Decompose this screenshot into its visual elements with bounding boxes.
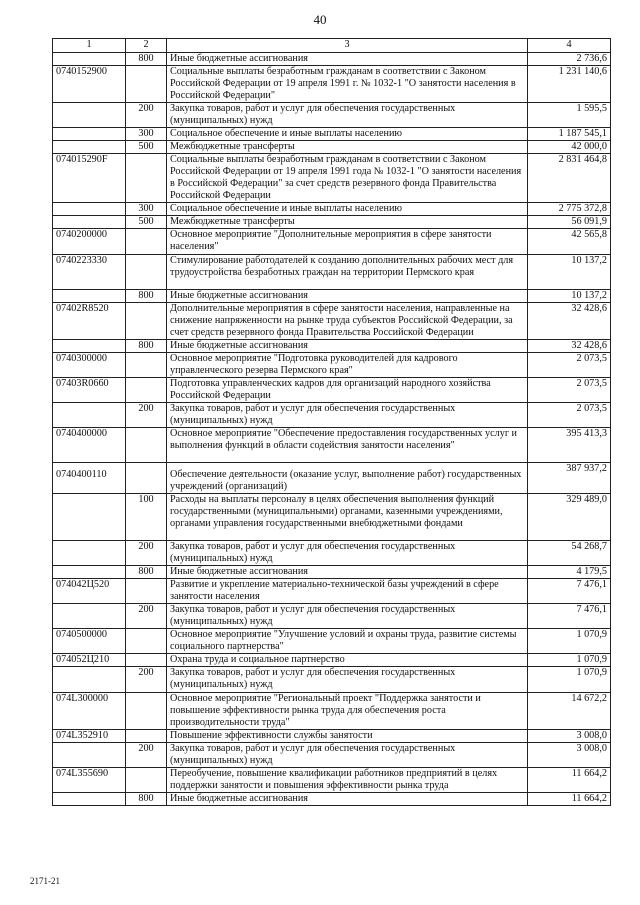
cell-kvr bbox=[126, 629, 167, 654]
cell-name: Социальное обеспечение и иные выплаты населению bbox=[167, 203, 528, 216]
cell-code bbox=[53, 53, 126, 66]
cell-name: Подготовка управленческих кадров для организаций народного хозяйства Российской Федерации bbox=[167, 377, 528, 402]
cell-name: Иные бюджетные ассигнования bbox=[167, 792, 528, 805]
cell-kvr bbox=[126, 377, 167, 402]
cell-code bbox=[53, 667, 126, 692]
cell-sum: 387 937,2 bbox=[528, 462, 611, 493]
table-row bbox=[53, 53, 611, 66]
cell-kvr bbox=[126, 462, 167, 493]
table-row bbox=[53, 402, 611, 427]
table-row bbox=[53, 579, 611, 604]
cell-sum: 42 565,8 bbox=[528, 229, 611, 254]
cell-kvr: 800 bbox=[126, 339, 167, 352]
cell-sum: 7 476,1 bbox=[528, 604, 611, 629]
cell-code bbox=[53, 402, 126, 427]
cell-name: Закупка товаров, работ и услуг для обеспечения государственных (муниципальных) нужд bbox=[167, 103, 528, 128]
cell-code: 074L300000 bbox=[53, 692, 126, 729]
cell-sum: 3 008,0 bbox=[528, 742, 611, 767]
cell-name: Основное мероприятие "Подготовка руководителей для кадрового управленческого резерва Пермского края" bbox=[167, 352, 528, 377]
cell-kvr bbox=[126, 692, 167, 729]
cell-code bbox=[53, 541, 126, 566]
cell-kvr bbox=[126, 427, 167, 462]
cell-code bbox=[53, 742, 126, 767]
cell-kvr bbox=[126, 352, 167, 377]
cell-kvr: 200 bbox=[126, 742, 167, 767]
cell-kvr bbox=[126, 229, 167, 254]
table-row bbox=[53, 289, 611, 302]
cell-code bbox=[53, 792, 126, 805]
cell-sum: 1 070,9 bbox=[528, 654, 611, 667]
table-row bbox=[53, 352, 611, 377]
cell-kvr: 200 bbox=[126, 541, 167, 566]
cell-kvr: 800 bbox=[126, 792, 167, 805]
cell-name: Обеспечение деятельности (оказание услуг, выполнение работ) государственных учреждений (организаций) bbox=[167, 462, 528, 493]
cell-code: 07403R0660 bbox=[53, 377, 126, 402]
cell-code: 0740400000 bbox=[53, 427, 126, 462]
cell-kvr bbox=[126, 767, 167, 792]
cell-code: 0740152900 bbox=[53, 66, 126, 103]
table-row bbox=[53, 377, 611, 402]
cell-code bbox=[53, 141, 126, 154]
cell-sum: 2 775 372,8 bbox=[528, 203, 611, 216]
table-row bbox=[53, 566, 611, 579]
header-cell-name-col: 3 bbox=[167, 39, 528, 53]
table-header-row bbox=[53, 39, 611, 53]
table-row bbox=[53, 203, 611, 216]
cell-kvr: 100 bbox=[126, 494, 167, 541]
budget-table bbox=[52, 38, 611, 806]
cell-name: Основное мероприятие "Дополнительные мероприятия в сфере занятости населения" bbox=[167, 229, 528, 254]
cell-name: Охрана труда и социальное партнерство bbox=[167, 654, 528, 667]
cell-sum: 2 073,5 bbox=[528, 377, 611, 402]
cell-code bbox=[53, 289, 126, 302]
cell-name: Закупка товаров, работ и услуг для обеспечения государственных (муниципальных) нужд bbox=[167, 742, 528, 767]
cell-sum: 329 489,0 bbox=[528, 494, 611, 541]
cell-code bbox=[53, 604, 126, 629]
table-row bbox=[53, 462, 611, 493]
cell-sum: 14 672,2 bbox=[528, 692, 611, 729]
cell-kvr: 200 bbox=[126, 103, 167, 128]
cell-name: Стимулирование работодателей к созданию дополнительных рабочих мест для трудоустройства безработных граждан на территории Пермского края bbox=[167, 254, 528, 289]
cell-name: Иные бюджетные ассигнования bbox=[167, 566, 528, 579]
cell-name: Дополнительные мероприятия в сфере занятости населения, направленные на снижение напряженности на рынке труда субъектов Российской Федерации, за счет средств резервного фонда Правительства Российской Федерации bbox=[167, 302, 528, 339]
cell-code bbox=[53, 103, 126, 128]
cell-name: Социальное обеспечение и иные выплаты населению bbox=[167, 128, 528, 141]
cell-sum: 2 736,6 bbox=[528, 53, 611, 66]
cell-sum: 1 187 545,1 bbox=[528, 128, 611, 141]
table-row bbox=[53, 742, 611, 767]
cell-name: Основное мероприятие "Обеспечение предоставления государственных услуг и выполнения функций в области содействия занятости населения" bbox=[167, 427, 528, 462]
cell-sum: 11 664,2 bbox=[528, 792, 611, 805]
cell-name: Межбюджетные трансферты bbox=[167, 141, 528, 154]
table-row bbox=[53, 729, 611, 742]
table-row bbox=[53, 792, 611, 805]
table-row bbox=[53, 339, 611, 352]
table-row bbox=[53, 427, 611, 462]
cell-kvr: 200 bbox=[126, 402, 167, 427]
cell-kvr: 500 bbox=[126, 141, 167, 154]
cell-name: Межбюджетные трансферты bbox=[167, 216, 528, 229]
cell-name: Социальные выплаты безработным гражданам в соответствии с Законом Российской Федерации от 19 апреля 1991 г. № 1032-1 "О занятости населения в Российской Федерации" bbox=[167, 66, 528, 103]
page-number: 40 bbox=[313, 12, 327, 27]
cell-name: Развитие и укрепление материально-технической базы учреждений в сфере занятости населения bbox=[167, 579, 528, 604]
cell-code: 074042Ц520 bbox=[53, 579, 126, 604]
table-row bbox=[53, 629, 611, 654]
table-row bbox=[53, 229, 611, 254]
cell-code: 074052Ц210 bbox=[53, 654, 126, 667]
cell-kvr: 800 bbox=[126, 53, 167, 66]
cell-kvr bbox=[126, 302, 167, 339]
cell-sum: 10 137,2 bbox=[528, 254, 611, 289]
table-row bbox=[53, 667, 611, 692]
table-row bbox=[53, 604, 611, 629]
cell-name: Иные бюджетные ассигнования bbox=[167, 339, 528, 352]
cell-kvr bbox=[126, 729, 167, 742]
header-cell-code-col: 1 bbox=[53, 39, 126, 53]
cell-code bbox=[53, 566, 126, 579]
table-row bbox=[53, 541, 611, 566]
table-row bbox=[53, 767, 611, 792]
cell-name: Иные бюджетные ассигнования bbox=[167, 289, 528, 302]
cell-name: Закупка товаров, работ и услуг для обеспечения государственных (муниципальных) нужд bbox=[167, 604, 528, 629]
table-row bbox=[53, 216, 611, 229]
cell-sum: 54 268,7 bbox=[528, 541, 611, 566]
cell-sum: 1 595,5 bbox=[528, 103, 611, 128]
cell-sum: 32 428,6 bbox=[528, 339, 611, 352]
table-row bbox=[53, 254, 611, 289]
cell-code: 074015290F bbox=[53, 154, 126, 203]
table-row bbox=[53, 494, 611, 541]
header-cell-sum-col: 4 bbox=[528, 39, 611, 53]
cell-code: 0740200000 bbox=[53, 229, 126, 254]
cell-sum: 1 070,9 bbox=[528, 629, 611, 654]
table-row bbox=[53, 141, 611, 154]
cell-kvr bbox=[126, 254, 167, 289]
cell-code: 07402R8520 bbox=[53, 302, 126, 339]
cell-kvr: 200 bbox=[126, 667, 167, 692]
cell-code: 0740400110 bbox=[53, 462, 126, 493]
cell-kvr: 300 bbox=[126, 128, 167, 141]
cell-kvr: 500 bbox=[126, 216, 167, 229]
cell-sum: 1 231 140,6 bbox=[528, 66, 611, 103]
cell-code: 0740223330 bbox=[53, 254, 126, 289]
table-row bbox=[53, 302, 611, 339]
cell-sum: 2 831 464,8 bbox=[528, 154, 611, 203]
cell-name: Закупка товаров, работ и услуг для обеспечения государственных (муниципальных) нужд bbox=[167, 667, 528, 692]
cell-name: Закупка товаров, работ и услуг для обеспечения государственных (муниципальных) нужд bbox=[167, 402, 528, 427]
cell-sum: 42 000,0 bbox=[528, 141, 611, 154]
cell-code bbox=[53, 216, 126, 229]
cell-sum: 4 179,5 bbox=[528, 566, 611, 579]
cell-name: Закупка товаров, работ и услуг для обеспечения государственных (муниципальных) нужд bbox=[167, 541, 528, 566]
cell-sum: 56 091,9 bbox=[528, 216, 611, 229]
cell-name: Иные бюджетные ассигнования bbox=[167, 53, 528, 66]
cell-sum: 1 070,9 bbox=[528, 667, 611, 692]
cell-name: Основное мероприятие "Улучшение условий и охраны труда, развитие системы социального партнерства" bbox=[167, 629, 528, 654]
cell-name: Переобучение, повышение квалификации работников предприятий в целях поддержки занятости и повышения эффективности рынка труда bbox=[167, 767, 528, 792]
table-row bbox=[53, 654, 611, 667]
cell-code: 074L355690 bbox=[53, 767, 126, 792]
table-row bbox=[53, 66, 611, 103]
cell-name: Основное мероприятие "Региональный проект "Поддержка занятости и повышение эффективности рынка труда для обеспечения роста производительности труда" bbox=[167, 692, 528, 729]
cell-sum: 395 413,3 bbox=[528, 427, 611, 462]
cell-sum: 32 428,6 bbox=[528, 302, 611, 339]
cell-sum: 2 073,5 bbox=[528, 402, 611, 427]
cell-sum: 11 664,2 bbox=[528, 767, 611, 792]
document-footer-code: 2171-21 bbox=[30, 876, 60, 886]
header-cell-kvr-col: 2 bbox=[126, 39, 167, 53]
cell-sum: 3 008,0 bbox=[528, 729, 611, 742]
table-row bbox=[53, 128, 611, 141]
cell-kvr bbox=[126, 579, 167, 604]
cell-sum: 10 137,2 bbox=[528, 289, 611, 302]
cell-kvr bbox=[126, 66, 167, 103]
cell-code bbox=[53, 203, 126, 216]
cell-code bbox=[53, 128, 126, 141]
cell-code: 074L352910 bbox=[53, 729, 126, 742]
cell-kvr: 800 bbox=[126, 289, 167, 302]
cell-kvr bbox=[126, 654, 167, 667]
table-row bbox=[53, 103, 611, 128]
cell-name: Повышение эффективности службы занятости bbox=[167, 729, 528, 742]
cell-name: Расходы на выплаты персоналу в целях обеспечения выполнения функций государственными (муниципальными) органами, казенными учреждениями, органами управления государственными внебюджетными фондами bbox=[167, 494, 528, 541]
table-row bbox=[53, 692, 611, 729]
cell-kvr: 800 bbox=[126, 566, 167, 579]
cell-code bbox=[53, 339, 126, 352]
cell-kvr: 200 bbox=[126, 604, 167, 629]
table-row bbox=[53, 154, 611, 203]
cell-code: 0740300000 bbox=[53, 352, 126, 377]
cell-code: 0740500000 bbox=[53, 629, 126, 654]
cell-sum: 2 073,5 bbox=[528, 352, 611, 377]
cell-name: Социальные выплаты безработным гражданам в соответствии с Законом Российской Федерации от 19 апреля 1991 года № 1032-1 "О занятости населения в Российской Федерации" за счет средств резервного фонда Правительства Российской Федерации bbox=[167, 154, 528, 203]
cell-kvr bbox=[126, 154, 167, 203]
cell-sum: 7 476,1 bbox=[528, 579, 611, 604]
cell-code bbox=[53, 494, 126, 541]
cell-kvr: 300 bbox=[126, 203, 167, 216]
